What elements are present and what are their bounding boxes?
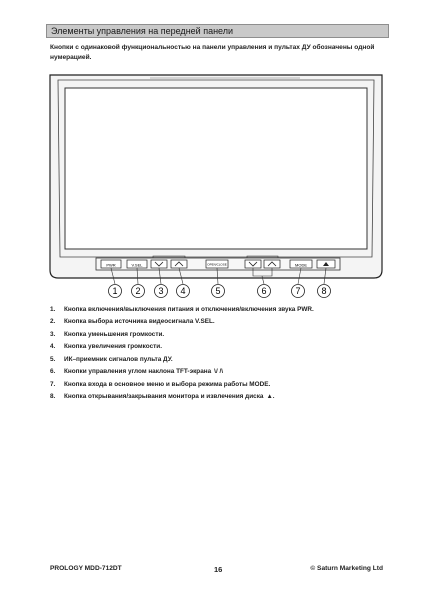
eject-icon: ▲. xyxy=(266,393,275,401)
callout-1-label: 1 xyxy=(112,286,118,297)
list-item: 1. Кнопка включения/выключения питания и отключения/включения звука PWR. xyxy=(50,305,314,313)
callout-7-label: 7 xyxy=(295,286,301,297)
list-item: 8. Кнопка открывания/закрывания монитора и извлечения диска ▲. xyxy=(50,393,275,401)
footer-copyright: © Saturn Marketing Ltd xyxy=(310,565,383,572)
pwr-button-label: PWR xyxy=(106,262,116,268)
callout-5-label: 5 xyxy=(215,286,221,297)
intro-text: Кнопки с одинаковой функциональностью на панели управления и пультах ДУ обозначены одной нумерацией. xyxy=(50,44,375,61)
list-item: 4. Кнопка увеличения громкости. xyxy=(50,343,162,351)
ir-receiver-label: OPEN/CLOSE xyxy=(207,262,227,267)
callout-3-label: 3 xyxy=(158,286,164,297)
callout-2 xyxy=(132,285,145,298)
callout-8 xyxy=(318,285,331,298)
vsel-button-label: V.SEL xyxy=(131,262,143,268)
callout-4 xyxy=(177,285,190,298)
ir-receiver xyxy=(206,260,228,268)
pwr-button xyxy=(101,260,121,268)
callout-6 xyxy=(258,285,271,298)
callout-1 xyxy=(109,285,122,298)
section-title: Элементы управления на передней панели xyxy=(51,26,234,36)
list-item: 6. Кнопки управления углом наклона TFT-экрана \/ /\ xyxy=(50,368,224,376)
callout-4-label: 4 xyxy=(180,286,186,297)
list-item: 2. Кнопка выбора источника видеосигнала V.SEL. xyxy=(50,318,215,326)
callout-2-label: 2 xyxy=(135,286,141,297)
feature-list xyxy=(50,303,395,403)
footer-model: PROLOGY MDD-712DT xyxy=(50,565,122,572)
tilt-arrows-icon: \/ /\ xyxy=(214,368,224,376)
callout-7 xyxy=(292,285,305,298)
tilt-up-button xyxy=(264,260,280,268)
callout-6-label: 6 xyxy=(261,286,267,297)
volume-up-button xyxy=(171,260,187,268)
volume-down-button xyxy=(151,260,167,268)
mode-button xyxy=(290,260,312,268)
list-item: 5. ИК–приемник сигналов пульта ДУ. xyxy=(50,355,173,363)
list-item: 3. Кнопка уменьшения громкости. xyxy=(50,330,165,338)
tft-screen xyxy=(65,88,367,249)
list-item: 7. Кнопка входа в основное меню и выбора режима работы MODE. xyxy=(50,380,271,388)
callout-5 xyxy=(212,285,225,298)
callout-8-label: 8 xyxy=(321,286,327,297)
eject-button xyxy=(317,260,335,268)
page-number: 16 xyxy=(214,565,223,574)
tilt-down-button xyxy=(245,260,261,268)
vsel-button xyxy=(127,260,147,268)
callout-3 xyxy=(155,285,168,298)
mode-button-label: MODE xyxy=(295,262,307,268)
